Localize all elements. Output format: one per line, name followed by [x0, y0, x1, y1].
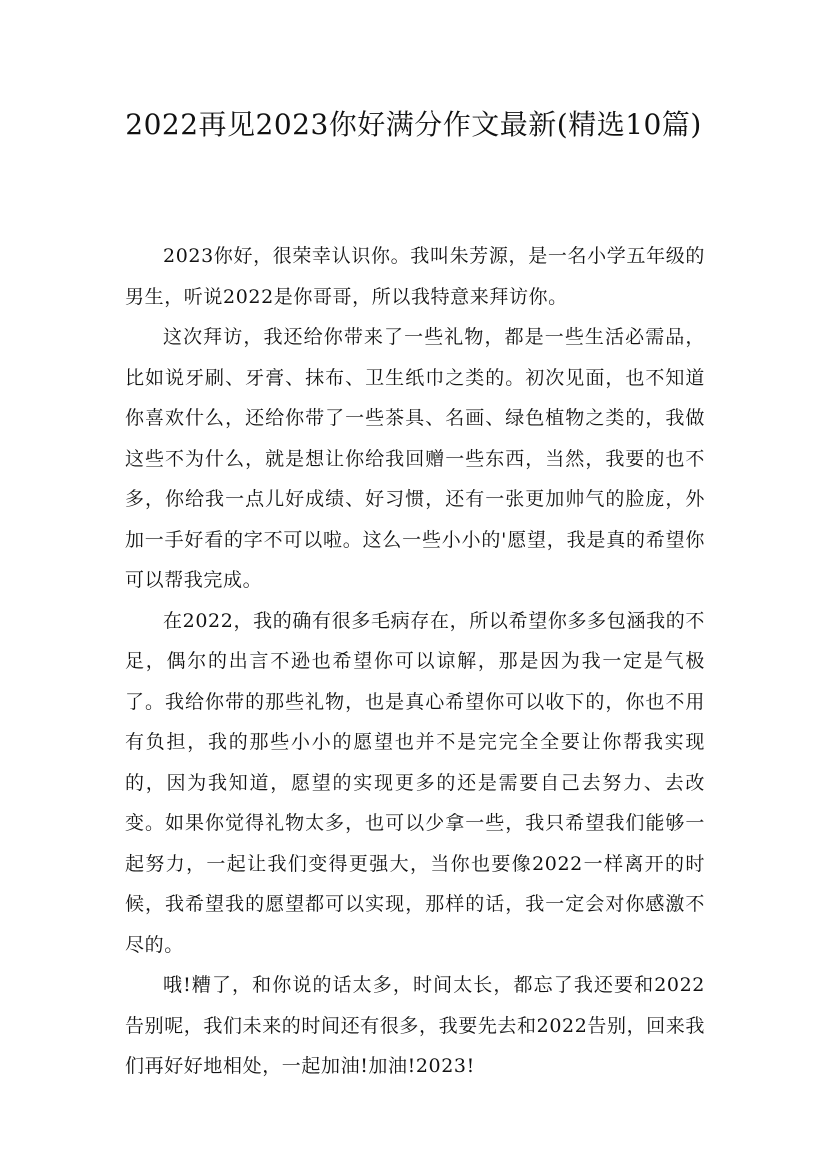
- paragraph-4: 哦!糟了，和你说的话太多，时间太长，都忘了我还要和2022告别呢，我们未来的时间还有很多，我要先去和2022告别，回来我们再好好地相处，一起加油!加油!2023!: [125, 974, 705, 1077]
- document-title: 2022再见2023你好满分作文最新(精选10篇): [125, 108, 702, 141]
- paragraph-1: 2023你好，很荣幸认识你。我叫朱芳源，是一名小学五年级的男生，听说2022是你哥哥，所以我特意来拜访你。: [125, 245, 705, 308]
- document-body: [125, 236, 705, 1087]
- paragraph-2: 这次拜访，我还给你带来了一些礼物，都是一些生活必需品，比如说牙刷、牙膏、抹布、卫生纸巾之类的。初次见面，也不知道你喜欢什么，还给你带了一些茶具、名画、绿色植物之类的，我做这些不为什么，就是想让你给我回赠一些东西，当然，我要的也不多，你给我一点儿好成绩、好习惯，还有一张更加帅气的脸庞，外加一手好看的字不可以啦。这么一些小小的'愿望，我是真的希望你可以帮我完成。: [125, 326, 705, 591]
- paragraph-3: 在2022，我的确有很多毛病存在，所以希望你多多包涵我的不足，偶尔的出言不逊也希望你可以谅解，那是因为我一定是气极了。我给你带的那些礼物，也是真心希望你可以收下的，你也不用有负担，我的那些小小的愿望也并不是完完全全要让你帮我实现的，因为我知道，愿望的实现更多的还是需要自己去努力、去改变。如果你觉得礼物太多，也可以少拿一些，我只希望我们能够一起努力，一起让我们变得更强大，当你也要像2022一样离开的时候，我希望我的愿望都可以实现，那样的话，我一定会对你感激不尽的。: [125, 609, 705, 956]
